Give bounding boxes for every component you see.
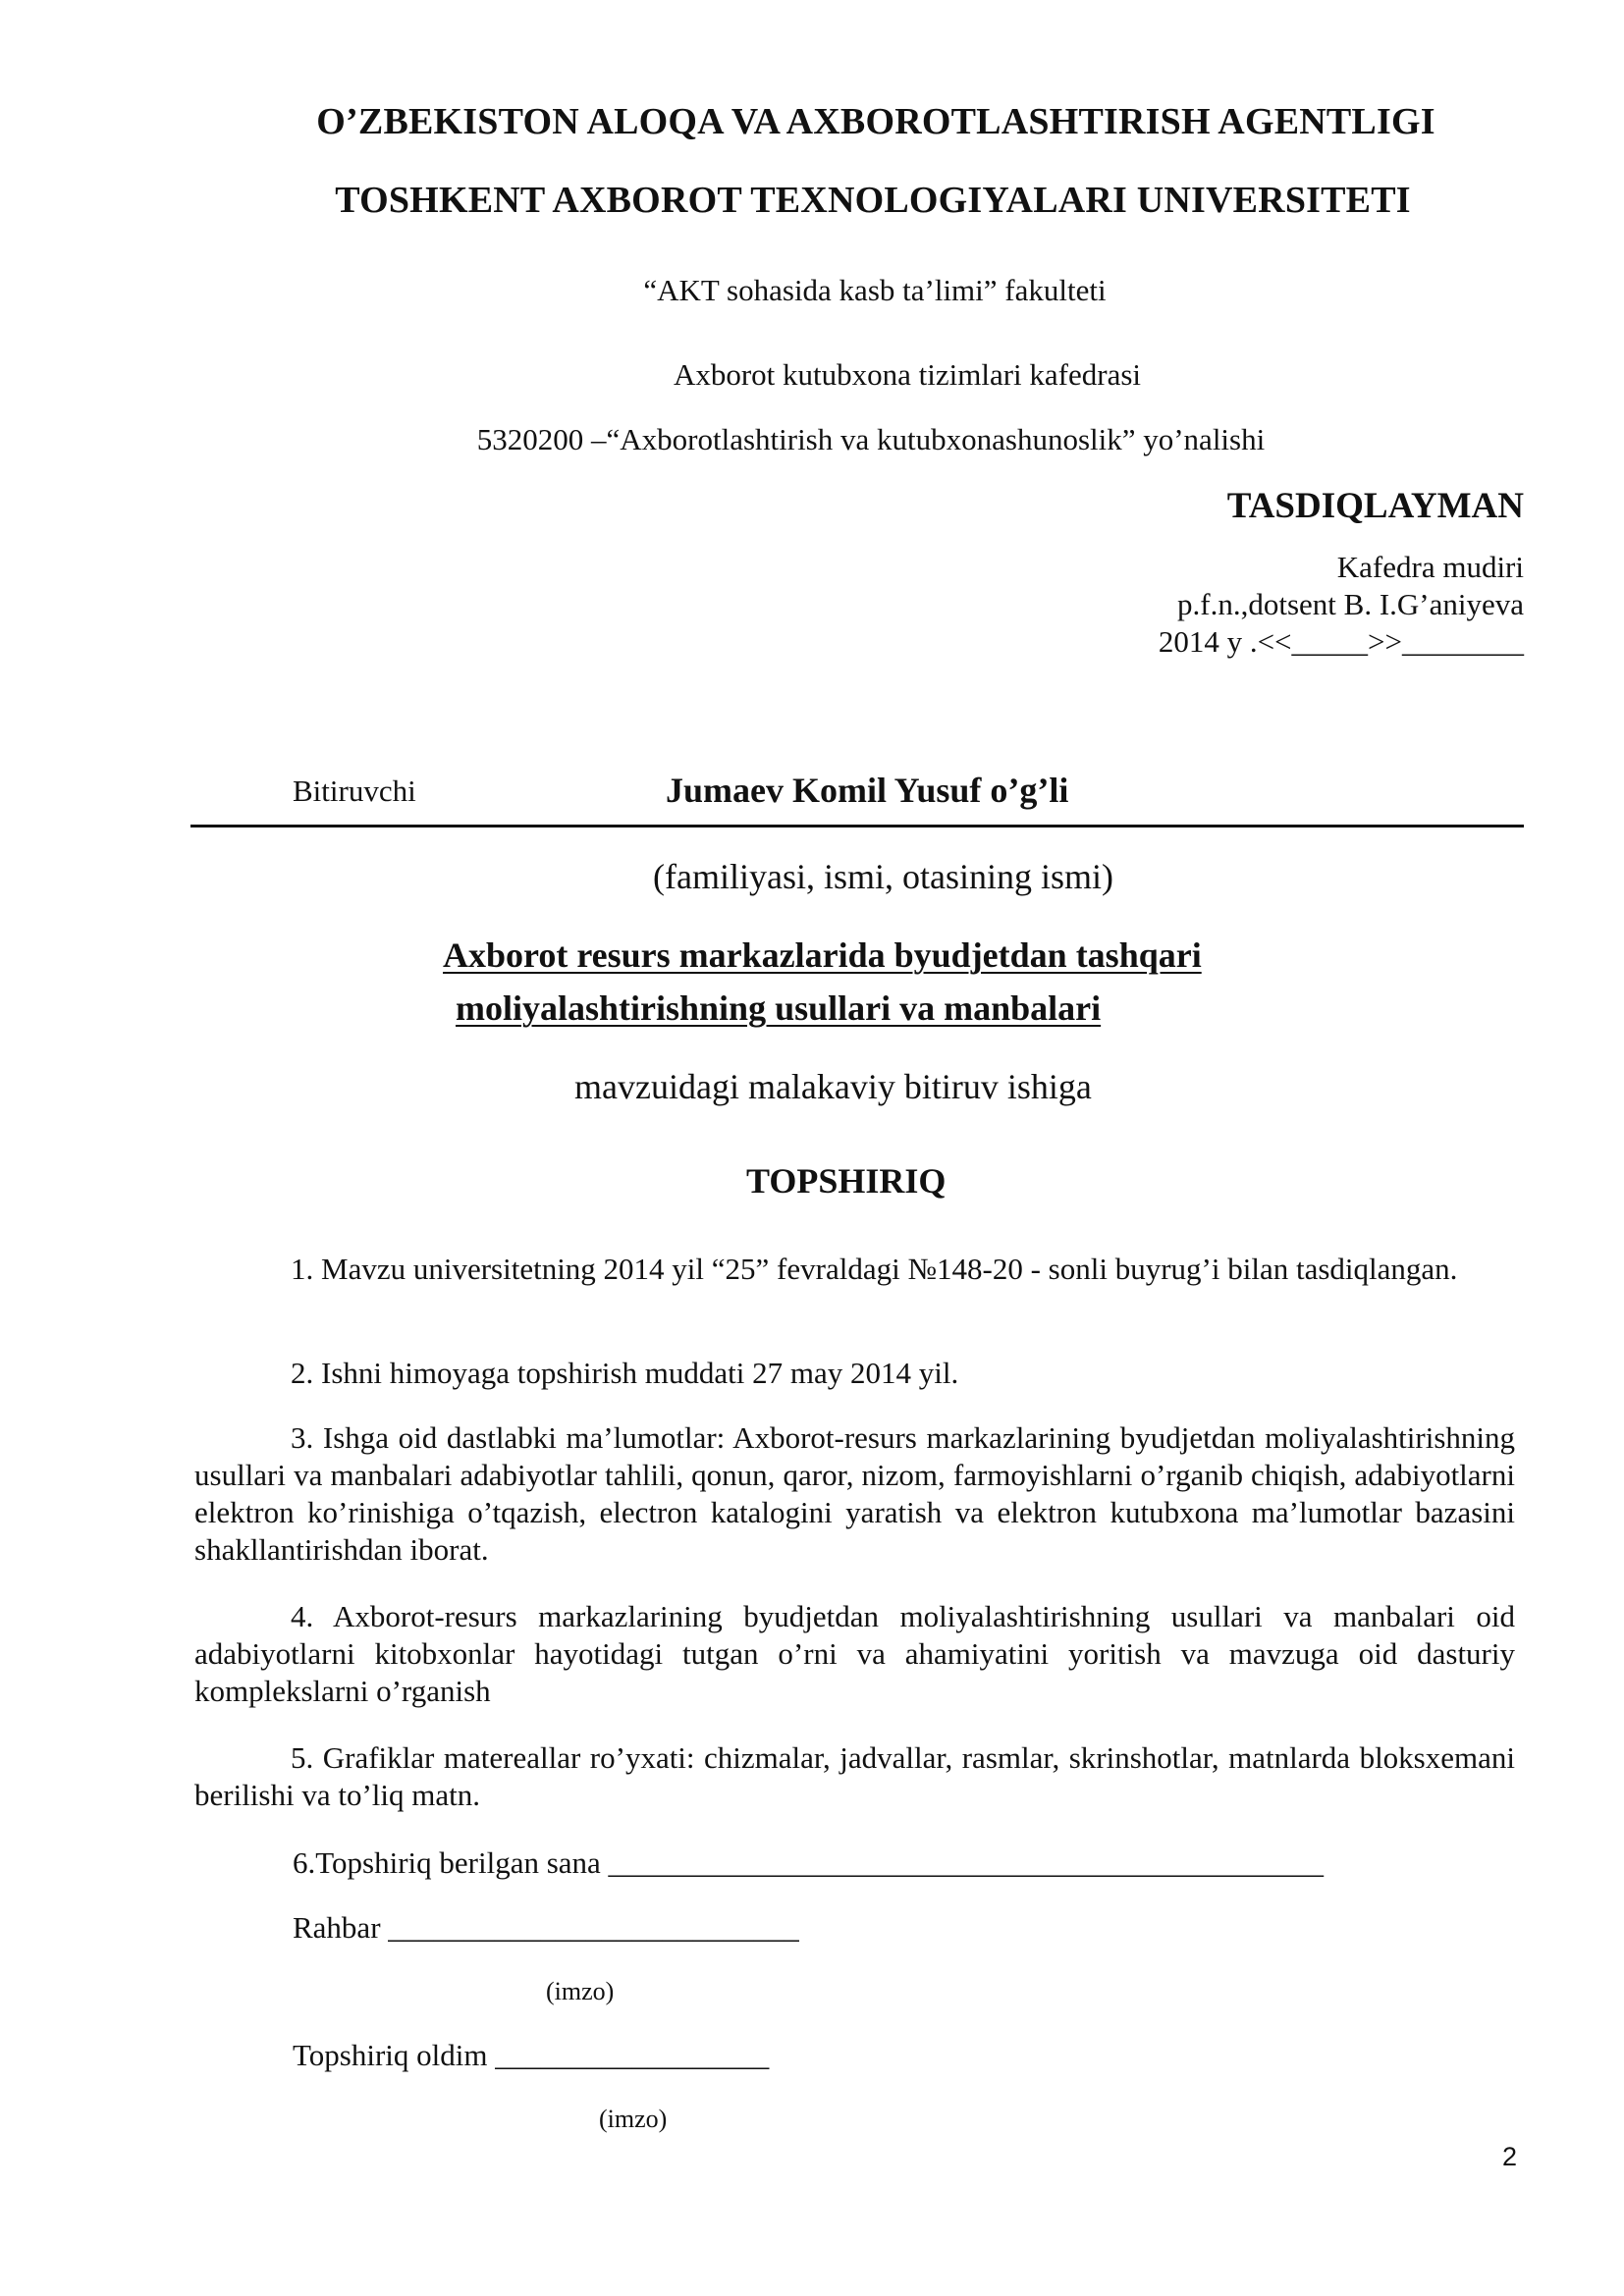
supervisor-line: Rahbar ___________________________: [293, 1910, 799, 1945]
faculty-line: “AKT sohasida kasb ta’limi” fakulteti: [643, 273, 1107, 307]
page-number: 2: [1502, 2142, 1518, 2171]
supervisor-signature-caption: (imzo): [546, 1977, 615, 2005]
approval-position: Kafedra mudiri: [1336, 550, 1524, 584]
topic-line-1: Axborot resurs markazlarida byudjetdan tashqari: [443, 935, 1202, 975]
agency-title: O’ZBEKISTON ALOQA VA AXBOROTLASHTIRISH AGENTLIGI: [316, 101, 1435, 142]
student-label: Bitiruvchi: [293, 774, 416, 808]
approval-block: [1159, 485, 1524, 661]
student-name: Jumaev Komil Yusuf o’g’li: [666, 771, 1069, 810]
assignment-item-4-text: 4. Axborot-resurs markazlarining byudjetdan moliyalashtirishning usullari va manbalari oid adabiyotlarni kitobxonlar hayotidagi tutgan o’rni va ahamiyatini yoritish va mavzuga oid dasturiy komplekslarni o’rganish: [194, 1599, 1515, 1708]
assignment-item-3-text: 3. Ishga oid dastlabki ma’lumotlar: Axborot-resurs markazlarining byudjetdan moliyalashtirishning usullari va manbalari adabiyotlar tahlili, qonun, qaror, nizom, farmoyishlarni o’rganib chiqish, adabiyotlarni elektron ko’rinishiga o’tqazish, electron katalogini yaratish va elektron kutubxona ma’lumotlar bazasini shakllantirishdan iborat.: [194, 1420, 1515, 1567]
assignment-item-1: [194, 1251, 1515, 1288]
topic-line-2: moliyalashtirishning usullari va manbalari: [456, 988, 1102, 1028]
received-line: Topshiriq oldim __________________: [293, 2038, 770, 2072]
assignment-item-3: [194, 1419, 1515, 1569]
approval-person: p.f.n.,dotsent B. I.G’aniyeva: [1177, 587, 1524, 621]
approval-title: TASDIQLAYMAN: [1226, 486, 1524, 526]
university-title: TOSHKENT AXBOROT TEXNOLOGIYALARI UNIVERSITETI: [335, 180, 1411, 221]
assignment-item-2-text: 2. Ishni himoyaga topshirish muddati 27 may 2014 yil.: [291, 1356, 959, 1390]
direction-line: 5320200 –“Axborotlashtirish va kutubxonashunoslik” yo’nalishi: [476, 422, 1266, 456]
name-underline: [190, 825, 1524, 828]
assignment-item-2: [194, 1355, 1515, 1392]
approval-date: 2014 y .<<_____>>________: [1158, 624, 1524, 659]
assignment-date-line: 6.Topshiriq berilgan sana _______________________________________________: [293, 1845, 1325, 1880]
assignment-item-5: [194, 1739, 1515, 1814]
topic-suffix: mavzuidagi malakaviy bitiruv ishiga: [574, 1067, 1092, 1106]
student-signature-caption: (imzo): [599, 2105, 668, 2133]
assignment-item-4: [194, 1598, 1515, 1710]
assignment-item-1-text: 1. Mavzu universitetning 2014 yil “25” fevraldagi №148-20 - sonli buyrug’i bilan tasdiqlangan.: [291, 1252, 1458, 1286]
assignment-item-5-text: 5. Grafiklar matereallar ro’yxati: chizmalar, jadvallar, rasmlar, skrinshotlar, matnlarda bloksxemani berilishi va to’liq matn.: [194, 1740, 1515, 1812]
name-caption: (familiyasi, ismi, otasining ismi): [653, 857, 1113, 896]
assignment-title: TOPSHIRIQ: [746, 1161, 947, 1201]
department-line: Axborot kutubxona tizimlari kafedrasi: [673, 357, 1142, 392]
